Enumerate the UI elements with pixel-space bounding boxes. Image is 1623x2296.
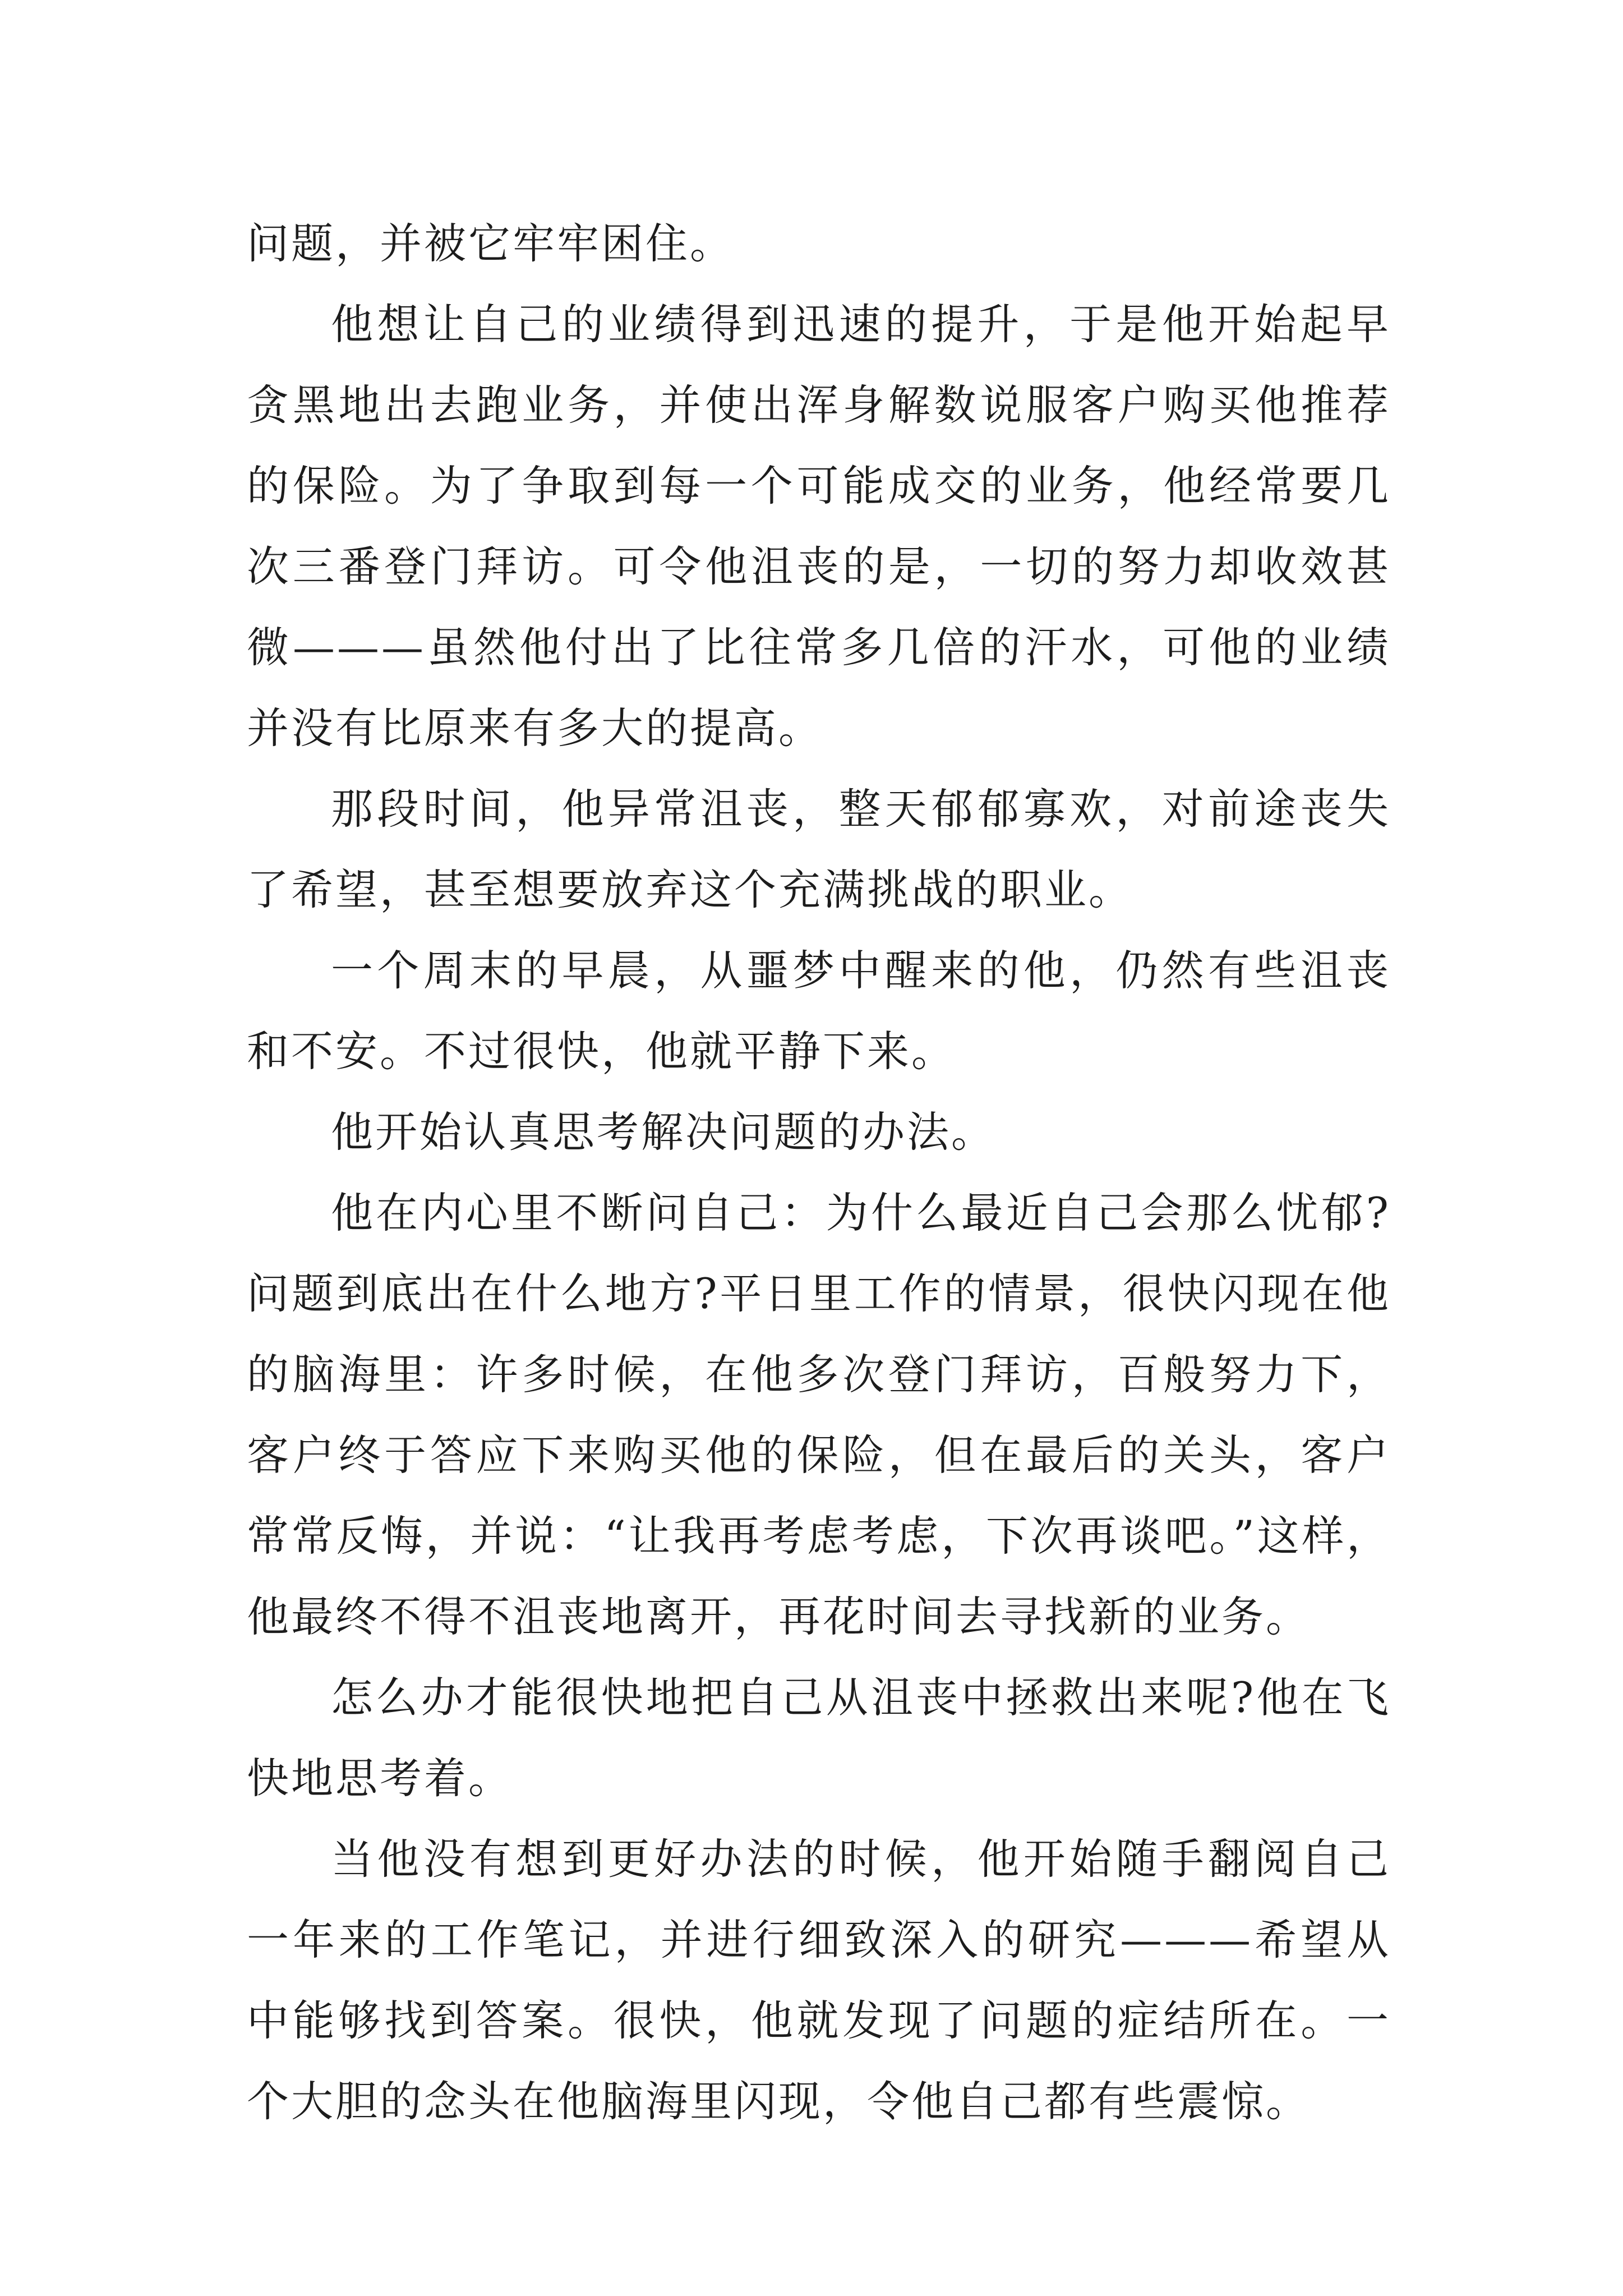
- paragraph-8: 当他没有想到更好办法的时候，他开始随手翻阅自己一年来的工作笔记，并进行细致深入的研究———希望从中能够找到答案。很快，他就发现了问题的症结所在。一个大胆的念头在他脑海里闪现，令他自己都有些震惊。: [247, 1834, 1391, 2126]
- paragraph-5: 他开始认真思考解决问题的办法。: [331, 1107, 996, 1157]
- paragraph-6: 他在内心里不断问自己：为什么最近自己会那么忧郁?问题到底出在什么地方?平日里工作的情景，很快闪现在他的脑海里：许多时候，在他多次登门拜访，百般努力下，客户终于答应下来购买他的保险，但在最后的关头，客户常常反悔，并说：“让我再考虑考虑，下次再谈吧。”这样，他最终不得不沮丧地离开，再花时间去寻找新的业务。: [247, 1188, 1391, 1641]
- paragraph-7: 怎么办才能很快地把自己从沮丧中拯救出来呢?他在飞快地思考着。: [247, 1673, 1391, 1803]
- paragraph-4: 一个周末的早晨，从噩梦中醒来的他，仍然有些沮丧和不安。不过很快，他就平静下来。: [247, 946, 1391, 1076]
- paragraph-2: 他想让自己的业绩得到迅速的提升，于是他开始起早贪黑地出去跑业务，并使出浑身解数说服客户购买他推荐的保险。为了争取到每一个可能成交的业务，他经常要几次三番登门拜访。可令他沮丧的是，一切的努力却收效甚微———虽然他付出了比往常多几倍的汗水，可他的业绩并没有比原来有多大的提高。: [247, 300, 1391, 753]
- paragraph-3: 那段时间，他异常沮丧，整天郁郁寡欢，对前途丧失了希望，甚至想要放弃这个充满挑战的职业。: [247, 784, 1391, 914]
- paragraph-1: 问题，并被它牢牢困住。: [247, 219, 735, 268]
- body-text: [247, 203, 1391, 2142]
